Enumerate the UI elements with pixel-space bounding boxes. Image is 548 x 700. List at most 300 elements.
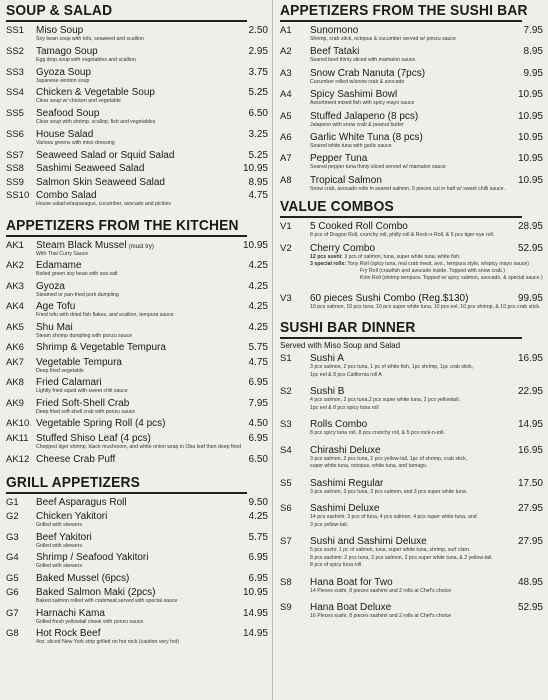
menu-item-ak6 [6, 342, 268, 357]
item-name-text: Shrimp & Vegetable Tempura [36, 342, 166, 354]
item-desc: 3 pcs salmon, 2 pcs tuna, 2 pcs yellow-tail, 1pc of shrimp, crab stick, [310, 455, 468, 462]
menu-item-g7 [6, 608, 268, 629]
item-code: AK3 [6, 280, 24, 292]
item-name-text: Rolls Combo [310, 419, 368, 431]
item-desc: Snow crab, avocado rolle in seared salmon, 5 pieces cut in half w/ sweet chilli sauce. [310, 185, 505, 192]
item-desc: House salad w/asparagus, cucumber, avocado and pickles [36, 201, 171, 208]
item-name-text: Combo Salad [36, 190, 97, 202]
item-name [310, 353, 507, 364]
item-code: S6 [280, 503, 292, 515]
item-price: 5.75 [248, 342, 268, 354]
item-desc: Deep fried soft-shell crab with ponzu sauce [36, 408, 136, 415]
item-price: 10.95 [517, 153, 543, 165]
item-desc: Japanese wonton soup [36, 77, 90, 84]
item-price: 10.95 [517, 174, 543, 186]
item-code: SS10 [6, 190, 30, 202]
item-price: 4.75 [248, 357, 268, 369]
item-name [310, 46, 507, 57]
item-code: G1 [6, 496, 19, 508]
menu-item-ak7 [6, 357, 268, 377]
item-name [310, 386, 507, 397]
menu-item-ss1 [6, 25, 268, 46]
item-desc: Baked salmon rolled with crabmeat,served with special sauce [36, 598, 178, 605]
item-name-text: Vegetable Spring Roll (4 pcs) [36, 418, 166, 430]
item-price: 48.95 [517, 576, 543, 588]
item-name-text: Tamago Soup [36, 45, 98, 57]
item-price: 22.95 [517, 386, 543, 398]
item-price: 14.95 [242, 628, 268, 640]
menu-item-g4 [6, 552, 268, 573]
item-price: 9.50 [248, 496, 268, 508]
item-name-text: Shrimp / Seafood Yakitori [36, 552, 149, 564]
item-code: S4 [280, 444, 292, 456]
item-code: SS6 [6, 128, 24, 140]
item-name [310, 419, 507, 430]
menu-item-ak10 [6, 418, 268, 433]
item-name: Cherry Combo [310, 243, 376, 255]
item-name-text: Seafood Soup [36, 108, 100, 120]
item-price: 2.95 [248, 45, 268, 57]
item-name [36, 108, 232, 119]
desc-label: 3 special rolls: [310, 261, 347, 268]
item-price: 52.95 [517, 243, 543, 255]
item-name [36, 260, 232, 271]
item-code: V2 [280, 243, 292, 255]
left-column [6, 0, 268, 649]
item-desc: 8 pcs spicy tuna roll, 8 pcs crunchy roll, & 5 pcs rock-n-roll. [310, 430, 445, 437]
item-code: S7 [280, 536, 292, 548]
item-name-text: House Salad [36, 128, 94, 140]
item-price: 5.75 [248, 531, 268, 543]
item-name [310, 175, 507, 186]
item-price: 16.95 [517, 444, 543, 456]
item-code: SS9 [6, 176, 24, 188]
item-code: AK11 [6, 433, 29, 445]
menu-item-v3 [280, 293, 543, 315]
item-price: 5.25 [248, 87, 268, 99]
item-name [36, 433, 232, 444]
item-name [36, 628, 232, 639]
desc-text: 3 pcs of salmon, tuna, super white tuna, white fish. [344, 254, 461, 261]
item-code: G3 [6, 531, 19, 543]
item-name [36, 454, 232, 465]
item-name [36, 150, 232, 161]
menu-item-v1 [280, 221, 543, 243]
sushi-bar-section [280, 2, 543, 196]
item-price: 8.95 [248, 176, 268, 188]
item-code: SS3 [6, 66, 24, 78]
item-name [36, 573, 232, 584]
soup-salad-title: SOUP & SALAD [6, 2, 247, 22]
item-name-text: Sushi B [310, 386, 345, 398]
item-price: 2.50 [248, 25, 268, 36]
item-name [36, 240, 232, 251]
item-desc: 4 pcs salmon, 2 pcs tuna,2 pcs super white tuna, 2 pcs yellowtail, [310, 397, 460, 404]
menu-item-ak12 [6, 454, 268, 469]
item-name [36, 67, 232, 78]
item-code: SS2 [6, 45, 24, 57]
item-price: 3.25 [248, 128, 268, 140]
item-name [310, 68, 507, 79]
item-name-text: Steam Black Mussel [36, 240, 127, 252]
item-price: 4.75 [248, 190, 268, 202]
item-desc-line: Fry Roll (crawfish and avocado inside. Topped with snow crab.) [360, 268, 505, 275]
menu-item-ss6 [6, 129, 268, 150]
item-code: SS1 [6, 25, 24, 36]
item-code: SS4 [6, 87, 24, 99]
item-name [36, 608, 232, 619]
menu-item-v2 [280, 243, 543, 293]
menu-item-ak4 [6, 301, 268, 321]
item-code: AK5 [6, 321, 24, 333]
item-desc: Seared pepper tuna thinly sliced served w/ mamalon sauce [310, 164, 446, 171]
item-price: 4.25 [248, 321, 268, 333]
desc-label: 12 pcs sushi: [310, 254, 343, 261]
menu-item-g6 [6, 587, 268, 608]
item-code: A7 [280, 153, 292, 165]
menu-item-ak8 [6, 377, 268, 397]
menu-item-ak2 [6, 260, 268, 280]
item-desc: Shrimp, crab stick, octopus & cucumber served w/ ponzu sauce [310, 36, 456, 42]
item-desc-line [280, 261, 543, 268]
item-code: G2 [6, 511, 19, 523]
item-price: 10.95 [517, 110, 543, 122]
item-name-text: Age Tofu [36, 301, 76, 313]
menu-item-a6 [280, 132, 543, 153]
item-desc: Clear soup with shrimp, scallop, fish and vegetables [36, 119, 156, 126]
item-name [36, 377, 232, 388]
item-name-text: Sushi and Sashimi Deluxe [310, 536, 427, 548]
menu-item-s7 [280, 536, 543, 577]
item-desc: 8 pcs sashimi: 2 pcs tuna, 2 pcs salmon, 2 pcs super white tuna, & 2 yellow-tail. [310, 554, 493, 561]
menu-item-a7 [280, 153, 543, 174]
item-name-text: Garlic White Tuna (8 pcs) [310, 131, 423, 143]
menu-item-s5 [280, 478, 543, 504]
item-name [36, 129, 232, 140]
item-name [310, 602, 507, 613]
menu-item-ak9 [6, 398, 268, 418]
item-desc: Lightly fried squid with sweet chili sauce [36, 388, 128, 395]
item-code: A5 [280, 110, 292, 122]
menu-item-a1 [280, 25, 543, 46]
item-price: 14.95 [242, 607, 268, 619]
item-name [36, 342, 232, 353]
value-combos-section [280, 198, 543, 315]
menu-item-s8 [280, 577, 543, 603]
menu-item-g3 [6, 532, 268, 553]
menu-item-ak11 [6, 433, 268, 453]
item-desc: Soy bean soup with tofu, seaweed and scallion [36, 36, 144, 42]
item-price: 3.75 [248, 66, 268, 78]
item-price: 6.95 [248, 572, 268, 584]
item-name-text: Chicken Yakitori [36, 511, 108, 523]
item-code: SS8 [6, 163, 24, 175]
item-name [36, 163, 232, 174]
item-price: 10.95 [517, 131, 543, 143]
item-name-text: Chicken & Vegetable Soup [36, 87, 155, 99]
item-price: 4.25 [248, 260, 268, 272]
item-code: AK4 [6, 301, 24, 313]
item-name-text: Stuffed Shiso Leaf (4 pcs) [36, 433, 151, 445]
item-code: A3 [280, 67, 292, 79]
item-price: 6.50 [248, 108, 268, 120]
menu-item-s2 [280, 386, 543, 419]
item-desc: super white tuna, octopus, white tuna, and tamago. [310, 463, 428, 470]
menu-item-a2 [280, 46, 543, 67]
item-code: G8 [6, 628, 19, 640]
item-price: 52.95 [517, 602, 543, 614]
item-desc: Seared beef thinly sliced with mamalon sauce [310, 57, 416, 64]
item-name [36, 552, 232, 563]
item-desc: 3 pcs salmon, 2 pcs tuna, 1 pc of white fish, 1pc shrimp, 1pc crab stick, [310, 364, 474, 371]
desc-text: Tony Roll (spicy tuna, real crab meat, avo., tempura style, w/spicy mayo sauce) [347, 261, 530, 268]
item-name [36, 177, 232, 188]
item-name [310, 111, 507, 122]
item-name [36, 497, 232, 508]
item-name [36, 46, 232, 57]
kitchen-section [6, 217, 268, 469]
item-desc: 3 pcs salmon, 3 pcs tuna, 3 pcs salmon, and 3 pcs super white tuna. [310, 488, 468, 495]
item-price: 10.95 [242, 240, 268, 252]
menu-item-ss10 [6, 190, 268, 211]
item-code: V1 [280, 221, 292, 233]
item-desc: Chopped tiger shrimp, black mushroom, and white onion wrap in Oba leaf then deep fried [36, 444, 242, 451]
item-desc-line: Kirin Roll (shrimp tempura. Topped w/ spicy salmon, avocado, & special sauce.) [360, 275, 543, 282]
grill-title: GRILL APPETIZERS [6, 474, 247, 494]
item-name-text: Hot Rock Beef [36, 628, 101, 640]
item-name: 60 pieces Sushi Combo (Reg.$130) [310, 293, 469, 305]
item-desc: Grilled with skewers [36, 542, 83, 549]
item-desc: 1pc eel & 8 pcs California roll A [310, 371, 382, 378]
item-desc: Grilled with skewers [36, 522, 83, 529]
item-price: 4.25 [248, 301, 268, 313]
item-price: 14.95 [517, 419, 543, 431]
menu-item-ak1 [6, 240, 268, 260]
item-code: A2 [280, 46, 292, 58]
item-price: 5.25 [248, 149, 268, 161]
item-code: S9 [280, 602, 292, 614]
item-name-text: Sashimi Regular [310, 477, 384, 489]
item-desc: Jalapeno with snow crab & peanut butter [310, 121, 404, 128]
item-code: SS5 [6, 108, 24, 120]
item-desc: 14 pcs sashimi: 3 pcs of tuna, 4 pcs salmon, 4 pcs super white tuna, and [310, 514, 477, 521]
item-name-text: Cheese Crab Puff [36, 453, 116, 465]
item-price: 4.25 [248, 280, 268, 292]
item-price: 4.25 [248, 511, 268, 523]
item-price: 7.95 [523, 25, 543, 36]
menu-item-s3 [280, 419, 543, 445]
menu-item-ak5 [6, 322, 268, 342]
item-note: (must try) [128, 244, 154, 251]
item-name-text: Sushi A [310, 353, 344, 365]
item-name-text: Chirashi Deluxe [310, 444, 381, 456]
item-code: A1 [280, 25, 292, 36]
item-code: A6 [280, 131, 292, 143]
item-name-text: Stuffed Jalapeno (8 pcs) [310, 110, 419, 122]
item-name [36, 418, 232, 429]
item-desc: 5 pcs sushi: 1 pc of salmon, tuna, super white tuna, shrimp, surf clam. [310, 547, 471, 554]
menu-item-g1 [6, 497, 268, 512]
item-code: G6 [6, 587, 19, 599]
item-name-text: Seaweed Salad or Squid Salad [36, 149, 175, 161]
item-desc: 8 pcs of Dragon Roll, crunchy roll, philly roll & Rock-n-Roll, & 5 pcs tiger eye roll. [310, 232, 495, 239]
item-name-text: Hana Boat for Two [310, 576, 393, 588]
item-name-text: Gyoza [36, 280, 65, 292]
item-name [310, 25, 507, 36]
item-name-text: Fried Calamari [36, 377, 102, 389]
menu-item-s6 [280, 503, 543, 536]
item-code: G4 [6, 552, 19, 564]
item-name [310, 445, 507, 456]
item-desc: 14 Pieces sushi, 8 pieces sashimi and 2 rolls at Chef's choice [310, 587, 452, 594]
item-name-text: Baked Mussel (6pcs) [36, 572, 130, 584]
item-name-text: Baked Salmon Maki (2pcs) [36, 587, 156, 599]
item-name [36, 281, 232, 292]
item-price: 17.50 [517, 477, 543, 489]
item-name [36, 322, 232, 333]
item-name [36, 357, 232, 368]
dinner-subtitle: Served with Miso Soup and Salad [280, 341, 401, 351]
item-price: 27.95 [517, 503, 543, 515]
item-name-text: Vegetable Tempura [36, 357, 122, 369]
item-price: 6.50 [248, 453, 268, 465]
item-code: S8 [280, 576, 292, 588]
item-code: V3 [280, 293, 292, 305]
item-price: 6.95 [248, 552, 268, 564]
menu-item-g5 [6, 573, 268, 588]
item-name [36, 301, 232, 312]
menu-item-ss4 [6, 87, 268, 108]
item-code: S1 [280, 353, 292, 365]
item-name [310, 89, 507, 100]
item-name [310, 132, 507, 143]
menu-item-s4 [280, 445, 543, 478]
item-name-text: Spicy Sashimi Bowl [310, 89, 398, 101]
menu-item-ak3 [6, 281, 268, 301]
item-code: S5 [280, 477, 292, 489]
item-code: A4 [280, 89, 292, 101]
item-desc: Steam shrimp dumpling with ponzu sauce [36, 332, 133, 339]
item-name-text: Sashimi Seaweed Salad [36, 163, 145, 175]
item-name [310, 536, 507, 547]
item-name [310, 478, 507, 489]
item-desc-line [280, 254, 543, 261]
item-desc: Fried tofu with dried fish flakes, and scallion, tempura sauce [36, 312, 174, 319]
menu-item-a4 [280, 89, 543, 110]
item-desc: With Thai Curry Sauce [36, 251, 89, 258]
item-desc: 10 pcs salmon, 10 pcs tuna, 10 pcs super white tuna, 10 pcs eel, 10 pcs shrimp, & 10 pcs crab stick. [310, 304, 541, 311]
menu-item-ss9 [6, 177, 268, 191]
item-name [36, 25, 232, 36]
item-code: AK1 [6, 240, 24, 252]
value-combos-title: VALUE COMBOS [280, 198, 522, 218]
item-desc: Boiled green soy bean with sea salt [36, 271, 118, 278]
menu-item-ss2 [6, 46, 268, 67]
item-desc: Steamed or pan-fried pork dumpling [36, 291, 119, 298]
item-price: 10.95 [242, 163, 268, 175]
item-code: AK6 [6, 342, 24, 354]
item-name-text: Tropical Salmon [310, 174, 382, 186]
item-code: AK12 [6, 453, 30, 465]
menu-item-ss5 [6, 108, 268, 129]
menu-item-ss7 [6, 150, 268, 164]
item-price: 10.95 [242, 587, 268, 599]
item-code: AK9 [6, 397, 24, 409]
item-name [36, 398, 232, 409]
item-name-text: Gyoza Soup [36, 66, 92, 78]
item-desc: Grilled fresh yellowtail cheek with ponzu sauce [36, 618, 144, 625]
item-code: S3 [280, 419, 292, 431]
item-name-text: Fried Soft-Shell Crab [36, 397, 130, 409]
item-price: 16.95 [517, 353, 543, 365]
right-column [280, 0, 543, 628]
item-desc: 4oz. sliced New York strip grilled on hot rock (caution very hot) [36, 639, 180, 646]
item-name [36, 511, 232, 522]
item-name [310, 153, 507, 164]
item-price: 4.50 [248, 418, 268, 430]
menu-item-g2 [6, 511, 268, 532]
item-name-text: Beef Tataki [310, 46, 360, 58]
dinner-title: SUSHI BAR DINNER [280, 319, 522, 339]
item-price: 7.95 [248, 397, 268, 409]
item-price: 27.95 [517, 536, 543, 548]
item-price: 6.95 [248, 433, 268, 445]
item-code: G7 [6, 607, 19, 619]
soup-salad-section [6, 2, 268, 211]
item-desc: Clear soup w/ chicken and vegetable [36, 98, 121, 105]
item-name-text: Snow Crab Nanuta (7pcs) [310, 67, 426, 79]
menu-item-a5 [280, 111, 543, 132]
item-code: SS7 [6, 149, 24, 161]
item-desc: 8 pcs of spicy tuna roll. [310, 562, 363, 569]
item-name-text: Hana Boat Deluxe [310, 602, 392, 614]
item-desc: 3 pcs yellow-tail. [310, 521, 349, 528]
item-code: S2 [280, 386, 292, 398]
item-name [36, 87, 232, 98]
item-name-text: Salmon Skin Seaweed Salad [36, 176, 165, 188]
item-name-text: Miso Soup [36, 25, 84, 36]
item-name-text: Beef Yakitori [36, 531, 92, 543]
item-name: 5 Cooked Roll Combo [310, 221, 408, 233]
item-name-text: Pepper Tuna [310, 153, 368, 165]
sushi-bar-title: APPETIZERS FROM THE SUSHI BAR [280, 2, 522, 22]
menu-item-ss8 [6, 163, 268, 177]
item-desc: Deep fried vegetable [36, 368, 84, 375]
menu-item-a8 [280, 175, 543, 196]
item-code: A8 [280, 174, 292, 186]
item-code: AK7 [6, 357, 24, 369]
item-code: AK8 [6, 377, 24, 389]
menu-item-s9 [280, 602, 543, 628]
item-name-text: Beef Asparagus Roll [36, 496, 127, 508]
item-desc: 1pc eel & 8 pcs spicy tuna roll [310, 404, 379, 411]
item-name [36, 190, 232, 201]
item-name-text: Edamame [36, 260, 82, 272]
item-name-text: Sashimi Deluxe [310, 503, 380, 515]
grill-section [6, 474, 268, 649]
item-price: 10.95 [517, 89, 543, 101]
item-code: G5 [6, 572, 19, 584]
item-desc: Grilled with skewers [36, 563, 83, 570]
item-price: 99.95 [517, 293, 543, 305]
item-name-text: Harnachi Kama [36, 607, 105, 619]
item-code: AK10 [6, 418, 30, 430]
item-desc: Seared white tuna with garlic sauce [310, 142, 392, 149]
dinner-section [280, 319, 543, 628]
menu-item-a3 [280, 68, 543, 89]
item-desc: 16 Pieces sushi, 8 pieces sashimi and 2 rolls at Chef's choice [310, 613, 452, 620]
item-price: 28.95 [517, 221, 543, 233]
